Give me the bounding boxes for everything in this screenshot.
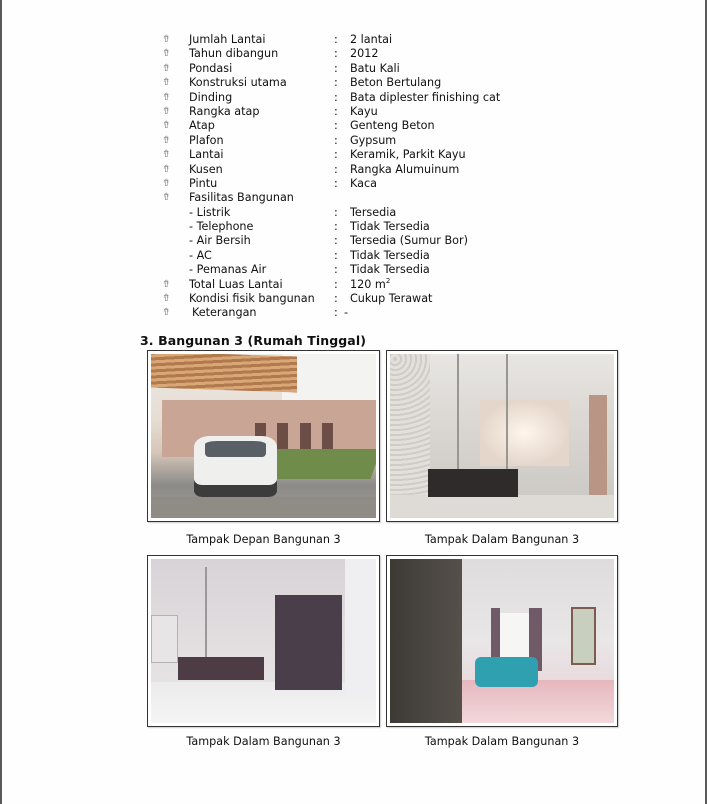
interior-living-image — [390, 354, 614, 518]
spec-label: Jumlah Lantai — [189, 33, 266, 46]
spec-value: Cukup Terawat — [350, 292, 433, 306]
spec-label: - Telephone — [189, 220, 254, 234]
spec-label: Lantai — [189, 148, 224, 162]
page-edge-left — [0, 0, 2, 804]
photo-interior-bedroom — [386, 555, 618, 727]
spec-value: Bata diplester finishing cat — [350, 90, 501, 104]
spec-label: Fasilitas Bangunan — [189, 191, 294, 205]
colon: : — [334, 90, 338, 104]
arrow-bullet-icon: ⇮ — [162, 62, 171, 74]
photo-interior-living — [386, 350, 618, 522]
spec-label: Atap — [189, 119, 215, 133]
spec-value: Kayu — [350, 104, 378, 118]
spec-label: Plafon — [189, 133, 224, 147]
arrow-bullet-icon: ⇮ — [162, 149, 171, 161]
spec-label: - AC — [189, 248, 212, 262]
arrow-bullet-icon: ⇮ — [162, 120, 171, 132]
arrow-bullet-icon: ⇮ — [162, 177, 171, 189]
photo-caption: Tampak Dalam Bangunan 3 — [424, 533, 580, 546]
photo-caption: Tampak Dalam Bangunan 3 — [186, 735, 341, 748]
spec-label: Pintu — [189, 176, 218, 190]
colon: : — [334, 76, 338, 90]
colon: : — [334, 176, 338, 190]
spec-value: Rangka Alumuinum — [350, 162, 460, 176]
spec-value: Genteng Beton — [350, 119, 435, 133]
arrow-bullet-icon: ⇮ — [162, 278, 171, 290]
spec-value: - — [344, 306, 349, 320]
spec-label: Total Luas Lantai — [189, 277, 283, 291]
arrow-bullet-icon: ⇮ — [162, 307, 171, 319]
arrow-bullet-icon: ⇮ — [162, 105, 171, 117]
arrow-bullet-icon: ⇮ — [162, 34, 171, 45]
section-title: 3. Bangunan 3 (Rumah Tinggal) — [140, 333, 367, 348]
area-unit-superscript: 2 — [385, 276, 391, 285]
spec-value: Tidak Tersedia — [350, 220, 430, 234]
spec-value: Tidak Tersedia — [350, 248, 430, 262]
interior-kitchen-image — [151, 559, 376, 723]
colon: : — [334, 119, 338, 133]
colon: : — [334, 33, 338, 46]
photo-caption: Tampak Dalam Bangunan 3 — [424, 735, 580, 748]
spec-value — [350, 278, 390, 292]
spec-label: - Listrik — [189, 205, 231, 219]
photo-interior-kitchen — [147, 555, 380, 727]
colon: : — [334, 234, 338, 248]
interior-bedroom-image — [390, 559, 614, 723]
colon: : — [334, 104, 338, 118]
colon: : — [334, 248, 338, 262]
photo-caption: Tampak Depan Bangunan 3 — [186, 533, 341, 546]
colon: : — [334, 47, 338, 61]
colon: : — [334, 277, 338, 291]
spec-label: Keterangan — [192, 306, 257, 320]
arrow-bullet-icon: ⇮ — [162, 48, 171, 60]
spec-label: - Pemanas Air — [189, 263, 267, 277]
spec-value: Keramik, Parkit Kayu — [350, 148, 466, 162]
arrow-bullet-icon: ⇮ — [162, 293, 171, 305]
area-value: 120 m — [350, 277, 386, 291]
bed — [475, 657, 538, 687]
spec-value: Tersedia — [350, 205, 397, 219]
colon: : — [334, 205, 338, 219]
spec-label: Dinding — [189, 90, 233, 104]
colon: : — [334, 306, 338, 320]
arrow-bullet-icon: ⇮ — [162, 163, 171, 175]
colon: : — [334, 263, 338, 277]
spec-label: Rangka atap — [189, 104, 260, 118]
spec-label: Tahun dibangun — [189, 47, 279, 61]
spec-value: Beton Bertulang — [350, 76, 442, 90]
photo-front-exterior — [147, 350, 380, 522]
spec-value: Batu Kali — [350, 61, 400, 75]
spec-label: Pondasi — [189, 61, 233, 75]
spec-value: 2012 — [350, 47, 379, 61]
spec-value: Kaca — [350, 176, 378, 190]
colon: : — [334, 133, 338, 147]
spec-label: Kondisi fisik bangunan — [189, 292, 315, 306]
spec-value: Tidak Tersedia — [350, 263, 430, 277]
spec-value: Tersedia (Sumur Bor) — [350, 234, 468, 248]
arrow-bullet-icon: ⇮ — [162, 192, 171, 204]
house-exterior-image — [151, 354, 376, 518]
colon: : — [334, 162, 338, 176]
arrow-bullet-icon: ⇮ — [162, 91, 171, 103]
spec-label: Kusen — [189, 162, 223, 176]
colon: : — [334, 292, 338, 306]
arrow-bullet-icon: ⇮ — [162, 134, 171, 146]
colon: : — [334, 220, 338, 234]
spec-label: - Air Bersih — [189, 234, 251, 248]
arrow-bullet-icon: ⇮ — [162, 77, 171, 89]
spec-label: Konstruksi utama — [189, 76, 287, 90]
spec-value: Gypsum — [350, 133, 397, 147]
colon: : — [334, 61, 338, 75]
colon: : — [334, 148, 338, 162]
spec-value: 2 lantai — [350, 33, 393, 46]
